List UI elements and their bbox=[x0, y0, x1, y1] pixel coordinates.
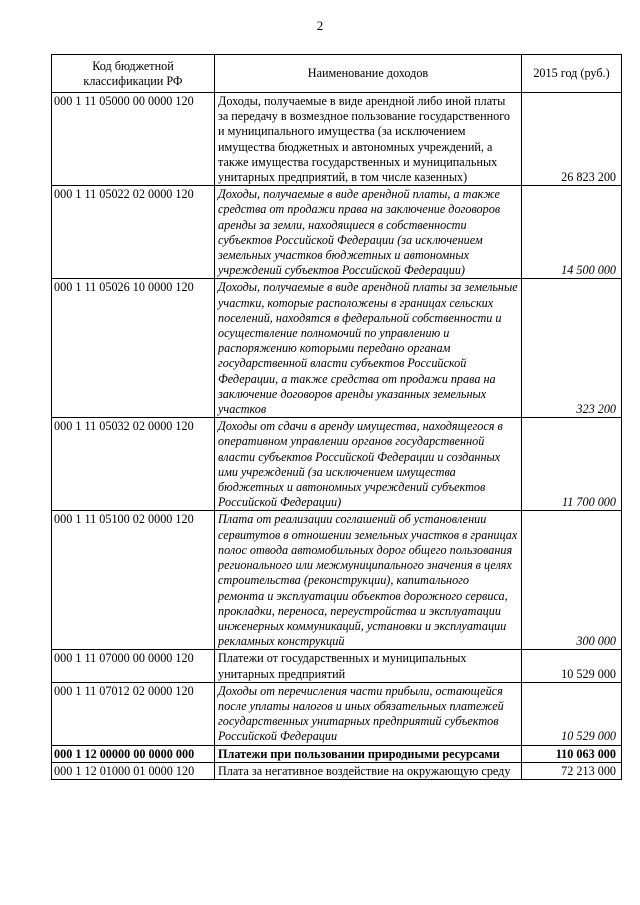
row-code: 000 1 11 05100 02 0000 120 bbox=[52, 511, 215, 650]
row-name: Доходы, получаемые в виде арендной либо иной платы за передачу в возмездное пользование государственного и муниципального имущества (за исключением имущества бюджетных и автономных учреждений, а также имущества государственных и муниципальных унитарных предприятий, в том числе казенных) bbox=[215, 93, 522, 186]
row-amount: 10 529 000 bbox=[522, 682, 622, 745]
row-code: 000 1 12 01000 01 0000 120 bbox=[52, 762, 215, 779]
table-row bbox=[52, 93, 622, 186]
row-name: Платежи при пользовании природными ресурсами bbox=[215, 745, 522, 762]
row-code: 000 1 11 07000 00 0000 120 bbox=[52, 650, 215, 682]
row-code: 000 1 11 05026 10 0000 120 bbox=[52, 279, 215, 418]
revenue-table bbox=[51, 54, 622, 780]
row-name: Доходы, получаемые в виде арендной платы, а также средства от продажи права на заключение договоров аренды за земли, находящиеся в собственности субъектов Российской Федерации (за исключением земельных участков бюджетных и автономных учреждений субъектов Российской Федерации) bbox=[215, 186, 522, 279]
row-name: Доходы, получаемые в виде арендной платы за земельные участки, которые расположены в границах сельских поселений, находятся в федеральной собственности и осуществление полномочий по управлению и распоряжению которыми передано органам государственной власти субъектов Российской Федерации, а также средства от продажи права на заключение договоров аренды указанных земельных участков bbox=[215, 279, 522, 418]
table-row bbox=[52, 418, 622, 511]
table-row bbox=[52, 511, 622, 650]
table-row bbox=[52, 682, 622, 745]
row-amount: 110 063 000 bbox=[522, 745, 622, 762]
header-code: Код бюджетной классификации РФ bbox=[52, 55, 215, 93]
row-code: 000 1 11 05022 02 0000 120 bbox=[52, 186, 215, 279]
row-amount: 10 529 000 bbox=[522, 650, 622, 682]
table-row bbox=[52, 186, 622, 279]
row-amount: 300 000 bbox=[522, 511, 622, 650]
row-name: Плата за негативное воздействие на окружающую среду bbox=[215, 762, 522, 779]
row-amount: 26 823 200 bbox=[522, 93, 622, 186]
row-name: Доходы от перечисления части прибыли, остающейся после уплаты налогов и иных обязательных платежей государственных унитарных предприятий субъектов Российской Федерации bbox=[215, 682, 522, 745]
row-code: 000 1 12 00000 00 0000 000 bbox=[52, 745, 215, 762]
table-row bbox=[52, 762, 622, 779]
table-row bbox=[52, 279, 622, 418]
table-row bbox=[52, 650, 622, 682]
row-amount: 323 200 bbox=[522, 279, 622, 418]
row-code: 000 1 11 05000 00 0000 120 bbox=[52, 93, 215, 186]
row-code: 000 1 11 07012 02 0000 120 bbox=[52, 682, 215, 745]
row-name: Платежи от государственных и муниципальных унитарных предприятий bbox=[215, 650, 522, 682]
row-name: Доходы от сдачи в аренду имущества, находящегося в оперативном управлении органов государственной власти субъектов Российской Федерации и созданных ими учреждений (за исключением имущества бюджетных и автономных учреждений субъектов Российской Федерации) bbox=[215, 418, 522, 511]
header-amount: 2015 год (руб.) bbox=[522, 55, 622, 93]
row-name: Плата от реализации соглашений об установлении сервитутов в отношении земельных участков в границах полос отвода автомобильных дорог общего пользования регионального или межмуниципального значения в целях строительства (реконструкции), капитального ремонта и эксплуатации объектов дорожного сервиса, прокладки, переноса, переустройства и эксплуатации инженерных коммуникаций, установки и эксплуатации рекламных конструкций bbox=[215, 511, 522, 650]
row-amount: 72 213 000 bbox=[522, 762, 622, 779]
table-row bbox=[52, 745, 622, 762]
row-amount: 14 500 000 bbox=[522, 186, 622, 279]
table-header-row bbox=[52, 55, 622, 93]
row-amount: 11 700 000 bbox=[522, 418, 622, 511]
header-name: Наименование доходов bbox=[215, 55, 522, 93]
row-code: 000 1 11 05032 02 0000 120 bbox=[52, 418, 215, 511]
page-number: 2 bbox=[316, 18, 324, 33]
